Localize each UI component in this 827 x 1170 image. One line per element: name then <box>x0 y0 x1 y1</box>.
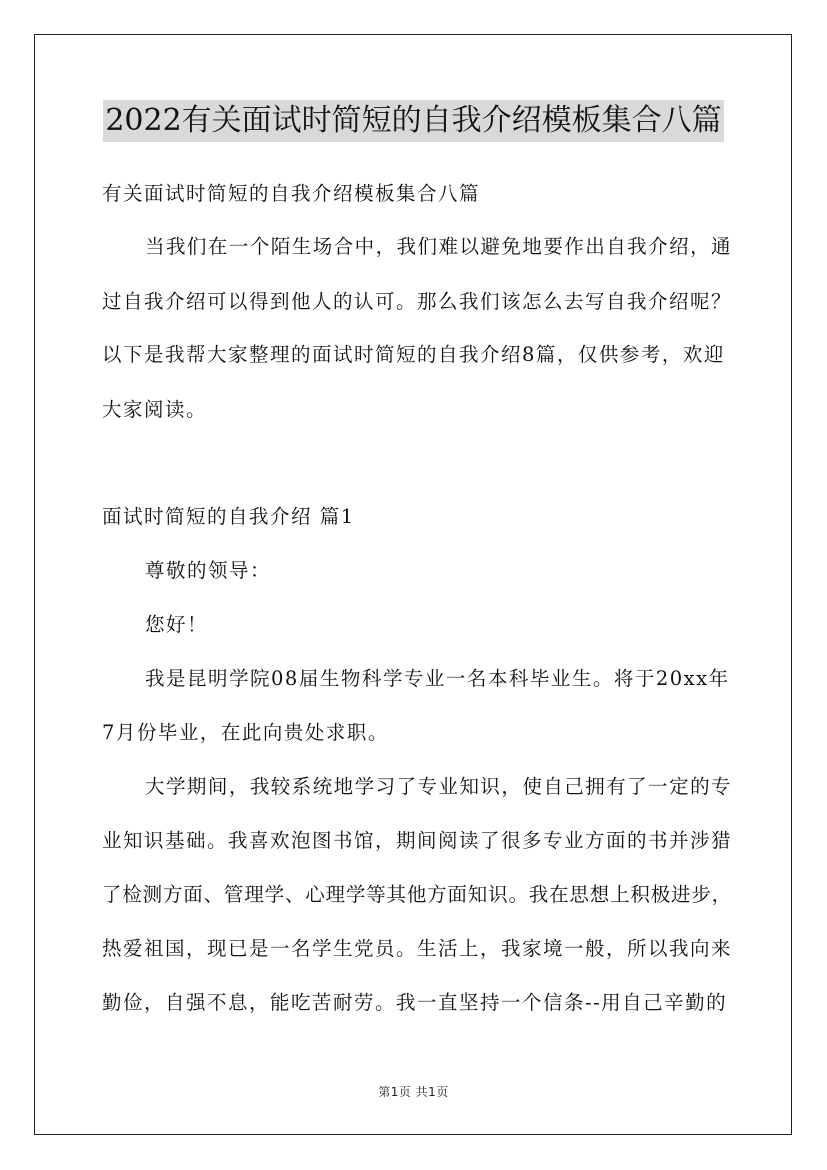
subtitle: 有关面试时简短的自我介绍模板集合八篇 <box>102 182 481 205</box>
intro-line: 以下是我帮大家整理的面试时简短的自我介绍8篇，仅供参考，欢迎 <box>102 343 725 366</box>
intro-line: 大家阅读。 <box>102 398 208 421</box>
salutation: 尊敬的领导： <box>145 559 272 582</box>
page-footer: 第1页 共1页 <box>378 1085 449 1099</box>
intro-line: 当我们在一个陌生场合中，我们难以避免地要作出自我介绍，通 <box>145 235 733 258</box>
paragraph-line: 大学期间，我较系统地学习了专业知识，使自己拥有了一定的专 <box>145 775 733 798</box>
paragraph-line: 了检测方面、管理学、心理学等其他方面知识。我在思想上积极进步， <box>102 883 733 906</box>
greeting: 您好！ <box>145 613 209 636</box>
paragraph-line: 7月份毕业，在此向贵处求职。 <box>102 721 389 744</box>
paragraph-line: 业知识基础。我喜欢泡图书馆，期间阅读了很多专业方面的书并涉猎 <box>102 829 733 852</box>
intro-line: 过自我介绍可以得到他人的认可。那么我们该怎么去写自我介绍呢？ <box>102 290 733 313</box>
document-title: 2022有关面试时简短的自我介绍模板集合八篇 <box>103 100 723 142</box>
title-container <box>0 100 827 142</box>
paragraph-line: 热爱祖国，现已是一名学生党员。生活上，我家境一般，所以我向来 <box>102 937 733 960</box>
paragraph-line: 我是昆明学院08届生物科学专业一名本科毕业生。将于20xx年 <box>145 667 730 690</box>
section-heading: 面试时简短的自我介绍 篇1 <box>102 505 355 528</box>
paragraph-line: 勤俭，自强不息，能吃苦耐劳。我一直坚持一个信条--用自己辛勤的 <box>102 991 728 1014</box>
